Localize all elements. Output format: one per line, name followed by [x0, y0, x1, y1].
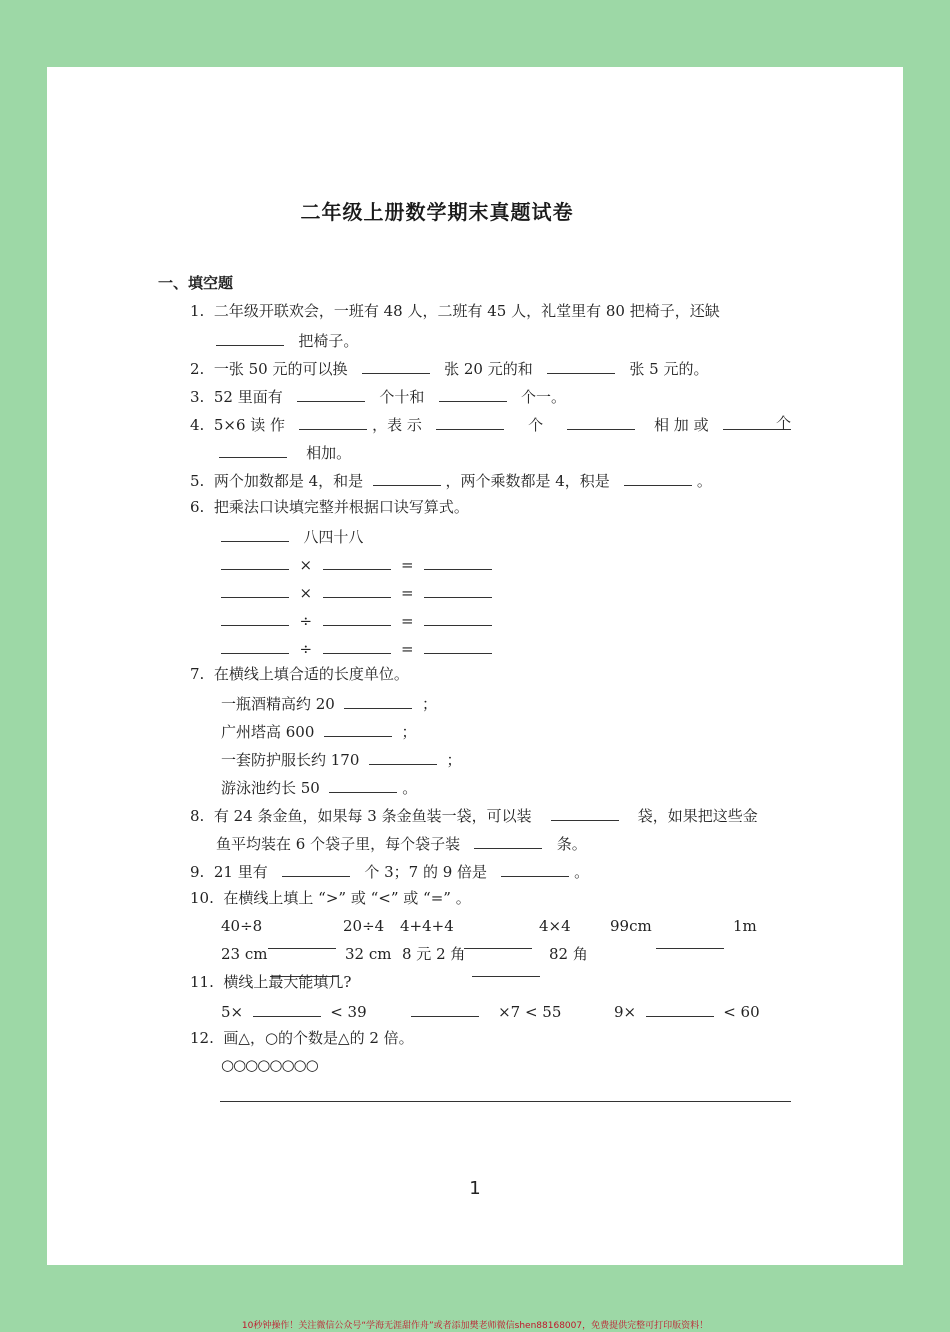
- q7-l3-text: 一套防护服长约 170: [221, 751, 360, 769]
- question-1: [190, 301, 720, 321]
- q11-e3-a: 9×: [614, 1003, 637, 1021]
- q10-number: 10.: [190, 889, 214, 907]
- q11-e2: ×7 < 55: [498, 1003, 562, 1021]
- q1-number: 1.: [190, 302, 205, 320]
- q6-rhyme: 八四十八: [303, 528, 364, 546]
- q4-text-d: 相 加 或: [654, 416, 709, 434]
- q5-blank-2[interactable]: [624, 469, 692, 486]
- q7-l4-text: 游泳池约长 50: [221, 779, 320, 797]
- q7-number: 7.: [190, 665, 205, 683]
- footer-notice: 10秒钟操作！关注微信公众号“学海无涯甜作舟”或者添加樊老师微信shen88168007，免费提供完整可打印版资料！: [241, 1321, 709, 1331]
- q10-expr: 20÷4: [343, 917, 385, 935]
- question-6: [190, 497, 469, 517]
- q6-r4-blank-a[interactable]: [221, 637, 289, 654]
- divide-sign: ÷: [299, 612, 313, 630]
- equals-sign: =: [401, 556, 414, 574]
- q8-text-c: 鱼平均装在 6 个袋子里，每个袋子装: [216, 835, 461, 853]
- q11-text: 横线上最大能填几?: [223, 973, 352, 991]
- equals-sign: =: [401, 612, 414, 630]
- q7-l2-text: 广州塔高 600: [221, 723, 315, 741]
- q3-text-a: 52 里面有: [213, 388, 283, 406]
- q6-eq-row-2: [221, 581, 492, 603]
- q3-blank-2[interactable]: [439, 385, 507, 402]
- question-5: [190, 469, 712, 491]
- page-number: 1: [469, 1178, 481, 1199]
- question-9: [190, 860, 589, 882]
- q7-line-1: [221, 692, 437, 714]
- q2-text-c: 张 5 元的。: [629, 360, 709, 378]
- q4-text-b: ，表 示: [372, 416, 422, 434]
- q10-expr: 4×4: [539, 917, 571, 935]
- question-3: [190, 385, 566, 407]
- q2-blank-2[interactable]: [547, 357, 615, 374]
- q6-eq-row-4: [221, 637, 492, 659]
- q2-text-b: 张 20 元的和: [444, 360, 533, 378]
- q7-text: 在横线上填合适的长度单位。: [213, 665, 409, 683]
- q8-text-d: 条。: [556, 835, 587, 853]
- divide-sign: ÷: [299, 640, 313, 658]
- q8-text-b: 袋，如果把这些金: [637, 807, 758, 825]
- q5-text-c: 。: [696, 472, 712, 490]
- q5-text-b: ，两个乘数都是 4，积是: [445, 472, 610, 490]
- q3-number: 3.: [190, 388, 205, 406]
- q6-r2-blank-c[interactable]: [424, 581, 492, 598]
- q3-text-c: 个一。: [520, 388, 566, 406]
- q6-eq-row-1: [221, 553, 492, 575]
- q10-expr: 99cm: [610, 917, 652, 935]
- q4-blank-1[interactable]: [299, 413, 367, 430]
- q11-e1-a: 5×: [221, 1003, 244, 1021]
- q11-item-3: [614, 1000, 760, 1022]
- equals-sign: =: [401, 640, 414, 658]
- q7-l1-end: ；: [421, 695, 437, 713]
- question-8-cont: [216, 832, 587, 854]
- q10-expr: 1m: [733, 917, 757, 935]
- answer-line[interactable]: [220, 1101, 791, 1102]
- q6-r1-blank-c[interactable]: [424, 553, 492, 570]
- q10-expr: 23 cm: [221, 945, 268, 963]
- q6-rhyme-row: [221, 525, 363, 547]
- q6-eq-row-3: [221, 609, 492, 631]
- q4-blank-3[interactable]: [567, 413, 635, 430]
- q6-r1-blank-b[interactable]: [323, 553, 391, 570]
- q11-blank-1[interactable]: [253, 1000, 321, 1017]
- q2-blank-1[interactable]: [362, 357, 430, 374]
- q11-e1-b: < 39: [330, 1003, 367, 1021]
- question-7: [190, 664, 409, 684]
- equals-sign: =: [401, 584, 414, 602]
- section-heading: 一、填空题: [158, 274, 234, 292]
- q10-expr: 40÷8: [221, 917, 263, 935]
- q2-number: 2.: [190, 360, 205, 378]
- times-sign: ×: [299, 584, 313, 602]
- q10-expr: 8 元 2 角: [402, 945, 466, 963]
- q5-blank-1[interactable]: [373, 469, 441, 486]
- q6-rhyme-blank[interactable]: [221, 525, 289, 542]
- q6-r1-blank-a[interactable]: [221, 553, 289, 570]
- q10-blank-1[interactable]: [268, 932, 336, 949]
- q7-line-2: [221, 720, 417, 742]
- q1-text-end: 把椅子。: [298, 332, 359, 350]
- q1-text: 二年级开联欢会，一班有 48 人，二班有 45 人，礼堂里有 80 把椅子，还缺: [213, 302, 720, 320]
- q6-r3-blank-c[interactable]: [424, 609, 492, 626]
- q4-text-f: 相加。: [306, 444, 352, 462]
- exam-paper: [47, 67, 903, 1265]
- q6-r2-blank-a[interactable]: [221, 581, 289, 598]
- q10-expr: 4+4+4: [400, 917, 454, 935]
- question-2: [190, 357, 708, 379]
- q12-text: 画△，○的个数是△的 2 倍。: [223, 1029, 414, 1047]
- q7-l4-blank[interactable]: [329, 776, 397, 793]
- q11-blank-3[interactable]: [646, 1000, 714, 1017]
- q3-blank-1[interactable]: [297, 385, 365, 402]
- q7-l1-text: 一瓶酒精高约 20: [221, 695, 335, 713]
- q10-blank-2[interactable]: [464, 932, 532, 949]
- q9-text-b: 个 3；7 的 9 倍是: [364, 863, 488, 881]
- q4-text-c: 个: [528, 416, 544, 434]
- q4-blank-2[interactable]: [436, 413, 504, 430]
- question-1-cont: [216, 329, 358, 351]
- times-sign: ×: [299, 556, 313, 574]
- q3-text-b: 个十和: [379, 388, 425, 406]
- q4-blank-5[interactable]: [219, 441, 287, 458]
- q1-blank[interactable]: [216, 329, 284, 346]
- q6-r2-blank-b[interactable]: [323, 581, 391, 598]
- question-4-cont: [219, 441, 351, 463]
- q9-blank-2[interactable]: [501, 860, 569, 877]
- q7-l1-blank[interactable]: [344, 692, 412, 709]
- q2-text-a: 一张 50 元的可以换: [213, 360, 348, 378]
- q9-number: 9.: [190, 863, 205, 881]
- q8-blank-1[interactable]: [551, 804, 619, 821]
- question-11: [190, 972, 351, 992]
- q8-number: 8.: [190, 807, 205, 825]
- q6-r3-blank-b[interactable]: [323, 609, 391, 626]
- question-12: [190, 1028, 414, 1048]
- q9-text-a: 21 里有: [213, 863, 268, 881]
- q10-expr: 82 角: [549, 945, 588, 963]
- q9-text-c: 。: [574, 863, 590, 881]
- q6-r4-blank-b[interactable]: [323, 637, 391, 654]
- page-title: 二年级上册数学期末真题试卷: [300, 200, 574, 224]
- question-4: [190, 413, 790, 435]
- question-8: [190, 804, 758, 826]
- q10-blank-3[interactable]: [656, 932, 724, 949]
- q10-blank-5[interactable]: [472, 960, 540, 977]
- q5-number: 5.: [190, 472, 205, 490]
- q11-blank-2[interactable]: [411, 1000, 479, 1017]
- q6-text: 把乘法口诀填完整并根据口诀写算式。: [213, 498, 469, 516]
- q11-e3-b: < 60: [723, 1003, 760, 1021]
- q8-text-a: 有 24 条金鱼，如果每 3 条金鱼装一袋，可以装: [213, 807, 532, 825]
- q10-expr: 32 cm: [345, 945, 392, 963]
- q5-text-a: 两个加数都是 4，和是: [213, 472, 364, 490]
- q4-number: 4.: [190, 416, 205, 434]
- q7-l2-end: ；: [401, 723, 417, 741]
- q4-text-a: 5×6 读 作: [213, 416, 286, 434]
- q6-r3-blank-a[interactable]: [221, 609, 289, 626]
- q10-text: 在横线上填上 “>” 或 “<” 或 “=” 。: [223, 889, 471, 907]
- q12-number: 12.: [190, 1029, 214, 1047]
- q7-l3-blank[interactable]: [369, 748, 437, 765]
- q8-blank-2[interactable]: [474, 832, 542, 849]
- q7-l2-blank[interactable]: [324, 720, 392, 737]
- q6-number: 6.: [190, 498, 205, 516]
- q7-l3-end: ；: [446, 751, 462, 769]
- question-10: [190, 888, 471, 908]
- q7-line-4: [221, 776, 417, 798]
- q11-number: 11.: [190, 973, 214, 991]
- circle-icons: ○○○○○○○○: [221, 1056, 318, 1074]
- q9-blank-1[interactable]: [282, 860, 350, 877]
- q7-line-3: [221, 748, 462, 770]
- q4-text-e: 个: [776, 414, 792, 432]
- q11-item-2: [411, 1000, 561, 1022]
- q7-l4-end: 。: [402, 779, 418, 797]
- q6-r4-blank-c[interactable]: [424, 637, 492, 654]
- q11-item-1: [221, 1000, 367, 1022]
